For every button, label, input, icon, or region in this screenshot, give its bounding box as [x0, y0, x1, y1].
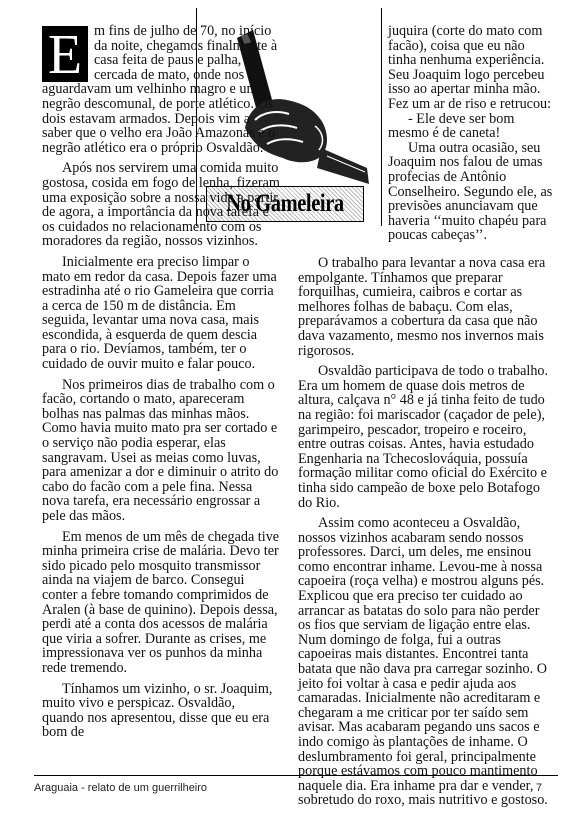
paragraph: Osvaldão participava de todo o trabalho. Era um homem de quase dois metros de altura, calçava n° 48 e já tinha feito de tudo na região: foi mariscador (caçador de pele), garimpeiro, pescador, tropeiro e roceiro, entre outras coisas. Antes, havia estudado Engenharia na Tchecoslováquia, possuía formação militar como oficial do Exército e tinha sido campeão de boxe pelo Botafogo do Rio.: [298, 363, 549, 511]
paragraph: Em menos de um mês de chegada tive minha primeira crise de malária. Devo ter sido picado pelo mosquito transmissor ainda na viajem de barco. Consegui conter a febre tomando comprimidos de Aralen (à base de quinino). Depois dessa, perdi até a conta dos acessos de malária que viria a sofrer. Durante as crises, me impressionava ver os punhos da minha rede tremendo.: [42, 528, 280, 676]
page-title: No Gameleira: [226, 190, 344, 217]
footer-divider: [34, 775, 558, 776]
paragraph: juquira (corte do mato com facão), coisa que eu não tinha nenhuma experiência. Seu Joaquim logo percebeu isso ao apertar minha mão. Fez um ar de riso e retrucou:: [388, 23, 552, 112]
text-column-left: [42, 24, 280, 746]
paragraph: Uma outra ocasião, seu Joaquim nos falou de umas profecias de Antônio Conselheiro. Segundo ele, as previsões anunciavam que haveria ‘‘muito chapéu para poucas cabeças’’.: [388, 139, 553, 244]
paragraph-text: m fins de julho de 70, no início da noite, chegamos finalmente à casa feita de paus e palha, cercada de mato, onde nos aguardavam um velhinho magro e um negrão descomunal, de porte atlético. Os dois estavam armados. Depois vim a saber que o velho era João Amazonas e o negrão atlético era o próprio Osvaldão.: [42, 23, 278, 156]
paragraph: Tínhamos um vizinho, o sr. Joaquim, muito vivo e perspicaz. Osvaldão, quando nos apresentou, disse que eu era bom de: [42, 680, 273, 741]
paragraph: O trabalho para levantar a nova casa era empolgante. Tínhamos que preparar forquilhas, cumieira, caibros e cortar as melhores folhas de babaçu. Com elas, preparávamos a cobertura da casa que não dava vazamento, mesmo nos invernos mais rigorosos.: [298, 255, 546, 359]
dialogue-line: - Ele deve ser bom mesmo é de caneta!: [388, 110, 515, 142]
paragraph: Após nos servirem uma comida muito gostosa, cosida em fogo de lenha, fizeram uma exposição sobre a nossa vida a partir de agora, a importância da nova tarefa e os cuidados no relacionamento com os moradores da região, nossos vizinhos.: [42, 160, 280, 250]
drop-cap: E: [42, 26, 88, 82]
paragraph: Nos primeiros dias de trabalho com o facão, cortando o mato, apareceram bolhas nas palmas das minhas mãos. Como havia muito mato pra ser cortado e o serviço não podia esperar, elas sangravam. Usei as meias como luvas, para amenizar a dor e diminuir o atrito do cabo do facão com a pele fina. Nessa nova tarefa, era necessário engrossar a pele das mãos.: [42, 376, 279, 524]
paragraph: [42, 24, 280, 155]
paragraph: Assim como aconteceu a Osvaldão, nossos vizinhos acabaram sendo nossos professores. Darci, um deles, me ensinou como encontrar inhame. Levou-me à nossa capoeira (roça velha) e mostrou alguns pés. Explicou que era preciso ter cuidado ao arrancar as batatas do solo para não perder os fios que serviam de ligação entre elas. Num domingo de folga, fui a outras capoeiras mais distantes. Encontrei tanta batata que não dava pra carregar sozinho. O jeito foi voltar à casa e pedir ajuda aos camaradas. Inicialmente não acreditaram e chegaram a me criticar por ter saído sem avisar. Mas acabaram pegando uns sacos e indo comigo às plantações de inhame. O deslumbramento foi geral, principalmente porque estávamos com pouco mantimento naquele dia. Era inhame pra dar e vender, sobretudo do roxo, mais nutritivo e gostoso.: [298, 515, 548, 809]
running-footer: Araguaia - relato de um guerrilheiro: [34, 782, 208, 794]
paragraph: Inicialmente era preciso limpar o mato em redor da casa. Depois fazer uma estradinha até o rio Gameleira que corria a cerca de 150 m de distância. Em seguida, levantar uma nova casa, mais escondida, à esquerda de quem descia para o rio. Devíamos, também, ter o cuidado de ouvir muito e falar pouco.: [42, 253, 277, 373]
page-number: 7: [536, 782, 543, 794]
text-column-right: [298, 256, 554, 814]
text-column-right-top: [388, 24, 553, 249]
